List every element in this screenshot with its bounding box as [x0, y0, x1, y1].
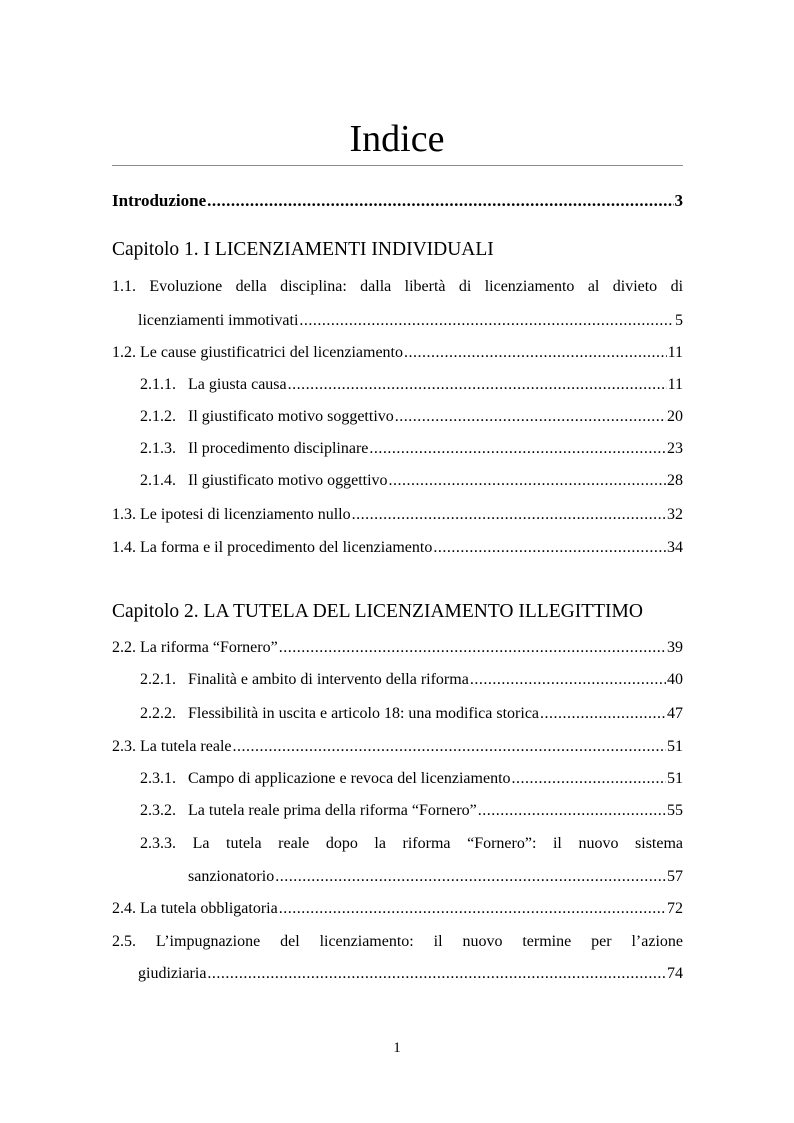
toc-entry-2-2-1[interactable]	[140, 670, 683, 690]
chapter-2-heading: Capitolo 2. LA TUTELA DEL LICENZIAMENTO ILLEGITTIMO	[112, 601, 643, 622]
toc-page: 47	[667, 705, 683, 722]
toc-leader	[207, 191, 673, 211]
toc-entry-1-3[interactable]	[112, 505, 683, 525]
toc-leader	[279, 638, 666, 658]
toc-entry-1-4[interactable]	[112, 538, 683, 558]
toc-label: sanzionatorio	[188, 868, 275, 885]
toc-label: Evoluzione della disciplina: dalla libertà di licenziamento al divieto di	[149, 278, 684, 295]
toc-page: 51	[667, 738, 683, 755]
toc-page: 20	[667, 408, 683, 425]
toc-number: 2.2.2.	[140, 705, 176, 722]
toc-number: 2.2.	[112, 639, 136, 656]
toc-label	[140, 471, 388, 491]
toc-leader	[288, 375, 667, 395]
toc-text: Le ipotesi di licenziamento nullo	[140, 506, 351, 523]
toc-number: 2.1.4.	[140, 472, 176, 489]
toc-leader	[512, 769, 666, 789]
toc-text: Le cause giustificatrici del licenziamento	[140, 344, 403, 361]
toc-label: giudiziaria	[138, 965, 207, 982]
toc-page: 23	[667, 440, 683, 457]
toc-number: 2.4.	[112, 900, 136, 917]
toc-number: 2.5.	[112, 933, 136, 950]
toc-entry-2-1-2[interactable]	[140, 407, 683, 427]
toc-leader	[470, 670, 666, 690]
toc-entry-2-3-3-line1[interactable]	[140, 834, 683, 854]
toc-text: Flessibilità in uscita e articolo 18: una modifica storica	[188, 705, 540, 722]
toc-page: 11	[667, 376, 683, 393]
toc-leader	[233, 737, 667, 757]
toc-entry-2-1-4[interactable]	[140, 471, 683, 491]
toc-number: 1.4.	[112, 539, 136, 556]
toc-number: 2.3.	[112, 738, 136, 755]
toc-label	[140, 670, 469, 690]
toc-number: 1.2.	[112, 344, 136, 361]
toc-page: 5	[675, 312, 683, 329]
toc-page: 55	[667, 802, 683, 819]
toc-entry-2-3-2[interactable]	[140, 801, 683, 821]
toc-leader	[207, 964, 666, 984]
toc-page: 28	[667, 472, 683, 489]
toc-leader	[279, 899, 666, 919]
toc-text: Il giustificato motivo soggettivo	[188, 408, 394, 425]
toc-number: 1.1.	[112, 278, 136, 295]
toc-label	[112, 505, 351, 525]
toc-label: L’impugnazione del licenziamento: il nuovo termine per l’azione	[155, 933, 684, 950]
toc-label: La tutela reale dopo la riforma “Fornero”: il nuovo sistema	[192, 835, 684, 852]
toc-page: 51	[667, 770, 683, 787]
toc-entry-2-3[interactable]	[112, 737, 683, 757]
toc-label	[112, 343, 403, 363]
toc-text: La giusta causa	[188, 376, 287, 393]
toc-number: 2.1.3.	[140, 440, 176, 457]
toc-text: Il procedimento disciplinare	[188, 440, 369, 457]
toc-leader	[395, 407, 666, 427]
toc-label	[140, 375, 287, 395]
toc-text: La tutela reale	[140, 738, 232, 755]
toc-text: Campo di applicazione e revoca del licenziamento	[188, 770, 511, 787]
toc-leader	[433, 538, 666, 558]
toc-label	[140, 704, 539, 724]
toc-leader	[299, 311, 674, 331]
toc-label	[112, 737, 232, 757]
toc-entry-2-3-1[interactable]	[140, 769, 683, 789]
toc-entry-2-1-1[interactable]	[140, 375, 683, 395]
toc-entry-2-5-line2[interactable]	[138, 964, 683, 984]
toc-leader	[540, 704, 666, 724]
toc-entry-2-1-3[interactable]	[140, 439, 683, 459]
toc-label	[140, 439, 368, 459]
toc-text: La riforma “Fornero”	[140, 639, 278, 656]
toc-page: 57	[667, 868, 683, 885]
toc-text: La tutela reale prima della riforma “Fornero”	[188, 802, 477, 819]
toc-entry-introduzione[interactable]	[112, 191, 683, 211]
toc-label	[112, 899, 278, 919]
toc-number: 2.1.1.	[140, 376, 176, 393]
toc-number: 2.1.2.	[140, 408, 176, 425]
toc-entry-2-2-2[interactable]	[140, 704, 683, 724]
toc-leader	[404, 343, 667, 363]
chapter-1-heading: Capitolo 1. I LICENZIAMENTI INDIVIDUALI	[112, 239, 494, 260]
toc-leader	[352, 505, 666, 525]
toc-leader	[275, 867, 666, 887]
toc-page: 32	[667, 506, 683, 523]
toc-label	[140, 801, 477, 821]
toc-leader	[478, 801, 666, 821]
toc-leader	[389, 471, 666, 491]
toc-page: 34	[667, 539, 683, 556]
toc-entry-1-2[interactable]	[112, 343, 683, 363]
toc-number: 2.3.1.	[140, 770, 176, 787]
toc-text: La forma e il procedimento del licenziamento	[140, 539, 433, 556]
toc-page: 74	[667, 965, 683, 982]
toc-text: Il giustificato motivo oggettivo	[188, 472, 388, 489]
toc-entry-2-2[interactable]	[112, 638, 683, 658]
toc-label	[140, 769, 511, 789]
toc-number: 2.3.2.	[140, 802, 176, 819]
toc-number: 2.2.1.	[140, 671, 176, 688]
toc-page: 3	[674, 191, 683, 210]
toc-label: Introduzione	[112, 191, 207, 210]
toc-entry-1-1-line2[interactable]	[138, 311, 683, 331]
toc-label	[112, 538, 432, 558]
toc-entry-2-4[interactable]	[112, 899, 683, 919]
toc-page: 40	[667, 671, 683, 688]
page-title: Indice	[349, 118, 445, 160]
toc-page: 11	[667, 344, 683, 361]
toc-number: 2.3.3.	[140, 835, 176, 852]
toc-leader	[369, 439, 666, 459]
page-number: 1	[393, 1040, 401, 1056]
toc-label: licenziamenti immotivati	[138, 312, 299, 329]
toc-entry-2-3-3-line2[interactable]	[188, 867, 683, 887]
toc-number: 1.3.	[112, 506, 136, 523]
toc-label	[140, 407, 394, 427]
toc-text: Finalità e ambito di intervento della riforma	[188, 671, 469, 688]
toc-page: 39	[667, 639, 683, 656]
toc-page: 72	[667, 900, 683, 917]
title-rule	[112, 165, 683, 166]
toc-text: La tutela obbligatoria	[140, 900, 278, 917]
toc-entry-1-1-line1[interactable]	[112, 277, 683, 297]
toc-label	[112, 638, 278, 658]
toc-entry-2-5-line1[interactable]	[112, 932, 683, 952]
